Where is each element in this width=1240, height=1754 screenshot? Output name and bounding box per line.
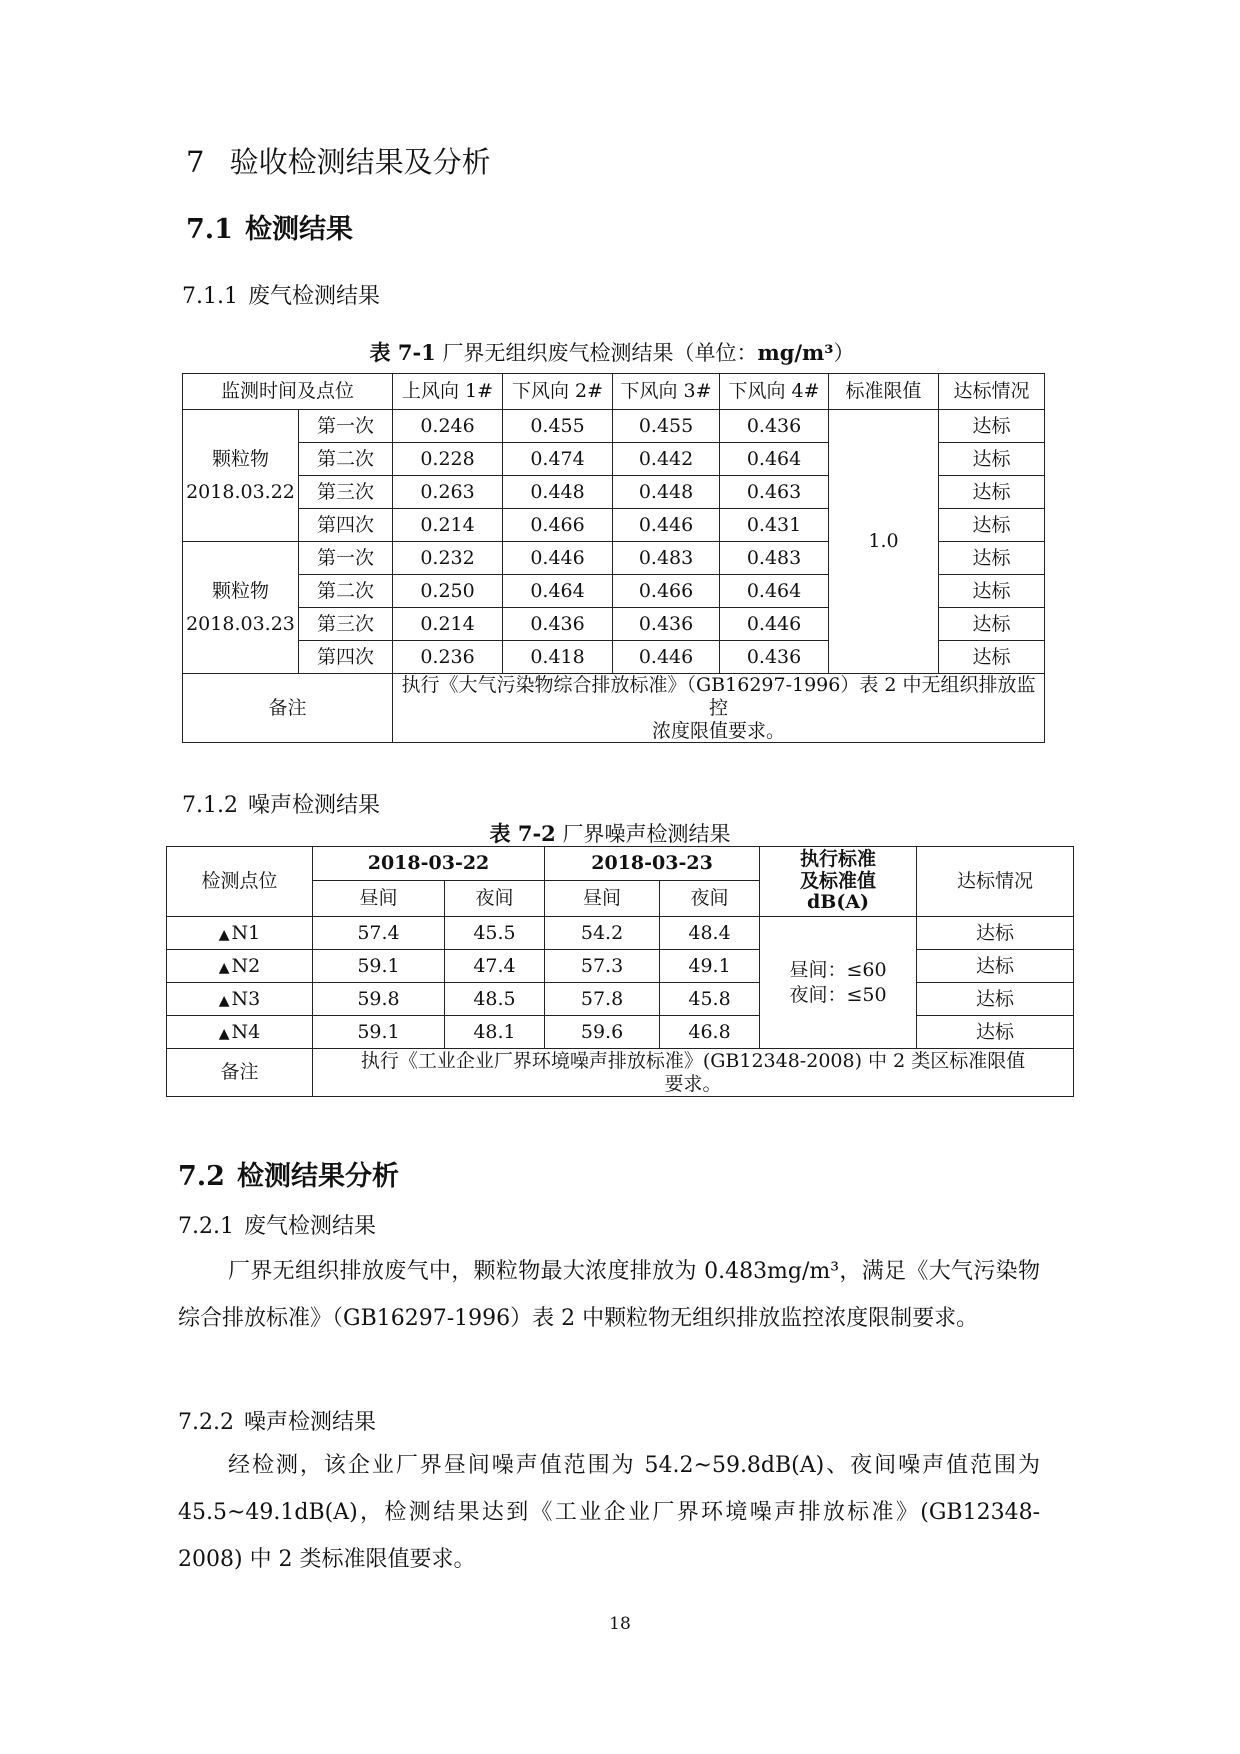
round-label-cell: 第四次 xyxy=(299,641,393,674)
header-cell: 下风向 2# xyxy=(503,374,613,410)
value-cell: 59.6 xyxy=(545,1016,660,1049)
value-cell: 45.8 xyxy=(660,983,760,1016)
round-label-cell: 第四次 xyxy=(299,509,393,542)
value-cell: 0.463 xyxy=(720,476,829,509)
point-cell xyxy=(167,950,313,983)
table-row xyxy=(183,374,1045,410)
section-number: 7.2.2 xyxy=(178,1410,234,1435)
remark-line: 要求。 xyxy=(664,1072,722,1095)
caption-text: 厂界无组织废气检测结果（单位： xyxy=(442,341,758,365)
sample-date: 2018.03.23 xyxy=(186,612,295,635)
header-date-cell: 2018-03-22 xyxy=(313,847,545,881)
table-row xyxy=(183,674,1045,743)
remark-cell xyxy=(313,1049,1074,1097)
header-cell: 夜间 xyxy=(660,881,760,917)
limit-cell xyxy=(760,917,917,1049)
header-line: 执行标准 xyxy=(800,847,877,870)
point-cell xyxy=(167,983,313,1016)
section-title: 噪声检测结果 xyxy=(247,793,380,818)
status-cell: 达标 xyxy=(939,443,1045,476)
value-cell: 48.5 xyxy=(445,983,545,1016)
value-cell: 0.448 xyxy=(613,476,720,509)
value-cell: 0.483 xyxy=(720,542,829,575)
table-row xyxy=(167,847,1074,881)
value-cell: 0.464 xyxy=(503,575,613,608)
value-cell: 0.446 xyxy=(720,608,829,641)
status-cell: 达标 xyxy=(939,542,1045,575)
value-cell: 0.436 xyxy=(720,410,829,443)
sample-date: 2018.03.22 xyxy=(186,480,295,503)
section-heading-7-2-2 xyxy=(178,1405,376,1436)
header-cell: 下风向 3# xyxy=(613,374,720,410)
value-cell: 0.466 xyxy=(613,575,720,608)
value-cell: 48.4 xyxy=(660,917,760,950)
value-cell: 0.246 xyxy=(393,410,503,443)
value-cell: 59.1 xyxy=(313,1016,445,1049)
section-title: 废气检测结果 xyxy=(243,1214,376,1239)
value-cell: 0.464 xyxy=(720,443,829,476)
section-number: 7.1.1 xyxy=(182,284,238,309)
round-label-cell: 第二次 xyxy=(299,443,393,476)
status-cell: 达标 xyxy=(939,410,1045,443)
caption-prefix: 表 7-2 xyxy=(489,821,556,846)
remark-label-cell: 备注 xyxy=(183,674,393,743)
value-cell: 54.2 xyxy=(545,917,660,950)
remark-cell xyxy=(393,674,1045,743)
pollutant-name: 颗粒物 xyxy=(211,448,269,471)
point-label: N4 xyxy=(231,1020,261,1043)
value-cell: 0.483 xyxy=(613,542,720,575)
section-number: 7.1 xyxy=(186,214,233,245)
paragraph-noise-analysis: 经检测，该企业厂界昼间噪声值范围为 54.2~59.8dB(A)、夜间噪声值范围为 45.5~49.1dB(A)，检测结果达到《工业企业厂界环境噪声排放标准》(GB12348-2008) 中 2 类标准限值要求。 xyxy=(178,1453,1040,1572)
header-standard-cell xyxy=(760,847,917,917)
remark-label-cell: 备注 xyxy=(167,1049,313,1097)
value-cell: 0.431 xyxy=(720,509,829,542)
value-cell: 0.214 xyxy=(393,608,503,641)
triangle-icon: ▲ xyxy=(218,959,230,976)
pollutant-name: 颗粒物 xyxy=(211,580,269,603)
value-cell: 57.4 xyxy=(313,917,445,950)
section-heading-7-2 xyxy=(178,1154,399,1193)
value-cell: 47.4 xyxy=(445,950,545,983)
status-cell: 达标 xyxy=(939,476,1045,509)
table-row xyxy=(183,410,1045,443)
status-cell: 达标 xyxy=(917,983,1074,1016)
value-cell: 46.8 xyxy=(660,1016,760,1049)
status-cell: 达标 xyxy=(939,509,1045,542)
caption-unit: mg/m³ xyxy=(757,340,834,365)
section-heading-7 xyxy=(186,140,491,181)
value-cell: 0.448 xyxy=(503,476,613,509)
header-cell: 下风向 4# xyxy=(720,374,829,410)
section-heading-7-2-1 xyxy=(178,1209,376,1240)
value-cell: 0.436 xyxy=(720,641,829,674)
status-cell: 达标 xyxy=(917,1016,1074,1049)
table-row xyxy=(167,950,1074,983)
value-cell: 0.446 xyxy=(613,641,720,674)
caption-text: 厂界噪声检测结果 xyxy=(562,822,731,846)
point-label: N3 xyxy=(231,987,261,1010)
header-cell: 昼间 xyxy=(313,881,445,917)
section-title: 噪声检测结果 xyxy=(243,1410,376,1435)
section-title: 检测结果 xyxy=(244,214,353,245)
section-title: 验收检测结果及分析 xyxy=(229,145,491,179)
value-cell: 0.232 xyxy=(393,542,503,575)
caption-prefix: 表 7-1 xyxy=(369,340,436,365)
header-cell: 昼间 xyxy=(545,881,660,917)
table-7-1-caption xyxy=(182,337,1042,367)
table-row xyxy=(167,917,1074,950)
status-cell: 达标 xyxy=(917,917,1074,950)
page-number: 18 xyxy=(609,1614,631,1634)
header-cell: 监测时间及点位 xyxy=(183,374,393,410)
value-cell: 48.1 xyxy=(445,1016,545,1049)
value-cell: 0.464 xyxy=(720,575,829,608)
header-cell: 检测点位 xyxy=(167,847,313,917)
table-row xyxy=(167,1049,1074,1097)
status-cell: 达标 xyxy=(939,641,1045,674)
value-cell: 59.8 xyxy=(313,983,445,1016)
value-cell: 45.5 xyxy=(445,917,545,950)
header-line: 及标准值 xyxy=(800,869,877,892)
section-heading-7-1-2 xyxy=(182,788,380,819)
limit-cell: 1.0 xyxy=(829,410,939,674)
value-cell: 0.455 xyxy=(503,410,613,443)
header-cell: 上风向 1# xyxy=(393,374,503,410)
point-label: N1 xyxy=(231,921,261,944)
limit-day: 昼间：≤60 xyxy=(789,958,887,981)
value-cell: 0.436 xyxy=(613,608,720,641)
value-cell: 0.250 xyxy=(393,575,503,608)
table-row xyxy=(167,983,1074,1016)
group-label-cell xyxy=(183,410,299,542)
group-label-cell xyxy=(183,542,299,674)
table-7-2 xyxy=(166,846,1074,1097)
value-cell: 0.214 xyxy=(393,509,503,542)
header-cell: 夜间 xyxy=(445,881,545,917)
header-line: dB(A) xyxy=(806,891,870,914)
round-label-cell: 第一次 xyxy=(299,542,393,575)
section-title: 检测结果分析 xyxy=(236,1161,399,1192)
section-heading-7-1-1 xyxy=(182,279,380,310)
header-date-cell: 2018-03-23 xyxy=(545,847,760,881)
value-cell: 0.474 xyxy=(503,443,613,476)
value-cell: 0.466 xyxy=(503,509,613,542)
value-cell: 0.236 xyxy=(393,641,503,674)
value-cell: 0.263 xyxy=(393,476,503,509)
remark-line: 执行《工业企业厂界环境噪声排放标准》(GB12348-2008) 中 2 类区标准限值 xyxy=(360,1049,1026,1072)
status-cell: 达标 xyxy=(939,575,1045,608)
section-number: 7.1.2 xyxy=(182,793,238,818)
value-cell: 0.418 xyxy=(503,641,613,674)
value-cell: 57.8 xyxy=(545,983,660,1016)
point-label: N2 xyxy=(231,954,261,977)
triangle-icon: ▲ xyxy=(218,926,230,943)
triangle-icon: ▲ xyxy=(218,992,230,1009)
value-cell: 0.446 xyxy=(613,509,720,542)
triangle-icon: ▲ xyxy=(218,1025,230,1042)
value-cell: 49.1 xyxy=(660,950,760,983)
table-7-2-caption xyxy=(166,818,1054,848)
point-cell xyxy=(167,917,313,950)
round-label-cell: 第二次 xyxy=(299,575,393,608)
limit-night: 夜间：≤50 xyxy=(789,983,887,1006)
value-cell: 59.1 xyxy=(313,950,445,983)
header-cell: 达标情况 xyxy=(939,374,1045,410)
table-7-1 xyxy=(182,373,1045,743)
point-cell xyxy=(167,1016,313,1049)
caption-end: ） xyxy=(833,341,855,365)
round-label-cell: 第三次 xyxy=(299,476,393,509)
header-cell: 标准限值 xyxy=(829,374,939,410)
section-title: 废气检测结果 xyxy=(247,284,380,309)
section-number: 7 xyxy=(186,145,205,179)
round-label-cell: 第三次 xyxy=(299,608,393,641)
value-cell: 0.436 xyxy=(503,608,613,641)
section-number: 7.2.1 xyxy=(178,1214,234,1239)
status-cell: 达标 xyxy=(917,950,1074,983)
value-cell: 0.455 xyxy=(613,410,720,443)
status-cell: 达标 xyxy=(939,608,1045,641)
value-cell: 57.3 xyxy=(545,950,660,983)
remark-line: 执行《大气污染物综合排放标准》（GB16297-1996）表 2 中无组织排放监控 xyxy=(401,674,1036,719)
section-number: 7.2 xyxy=(178,1161,225,1192)
value-cell: 0.228 xyxy=(393,443,503,476)
round-label-cell: 第一次 xyxy=(299,410,393,443)
section-heading-7-1 xyxy=(186,207,353,246)
remark-line: 浓度限值要求。 xyxy=(652,719,786,742)
value-cell: 0.442 xyxy=(613,443,720,476)
header-cell: 达标情况 xyxy=(917,847,1074,917)
value-cell: 0.446 xyxy=(503,542,613,575)
table-row xyxy=(167,1016,1074,1049)
paragraph-air-analysis: 厂界无组织排放废气中，颗粒物最大浓度排放为 0.483mg/m³，满足《大气污染物综合排放标准》（GB16297-1996）表 2 中颗粒物无组织排放监控浓度限制要求。 xyxy=(178,1259,1040,1331)
